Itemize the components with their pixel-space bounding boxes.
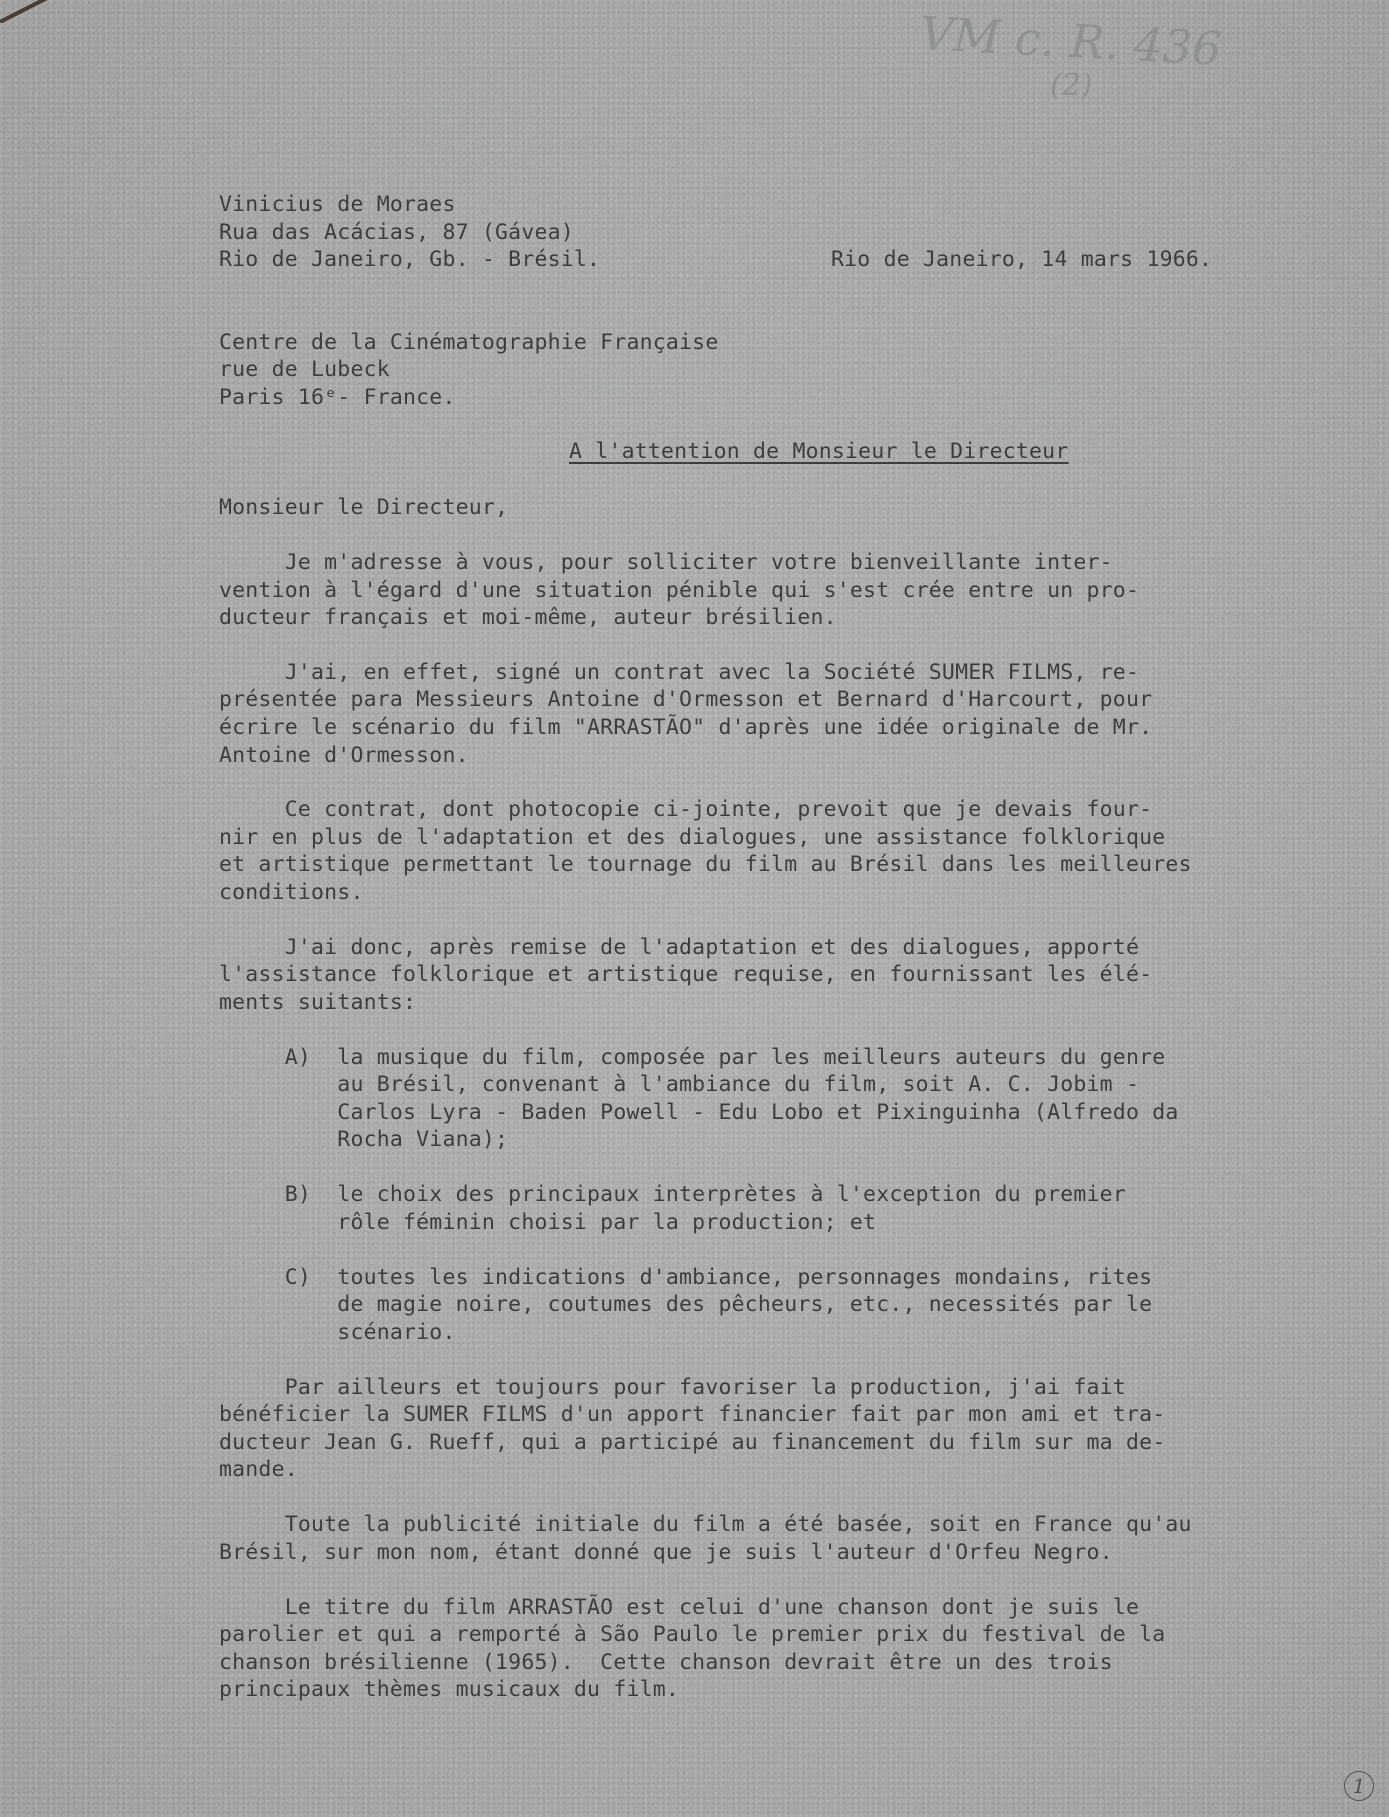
recipient-line: Paris 16ᵉ- France.	[219, 385, 456, 410]
body-line: Carlos Lyra - Baden Powell - Edu Lobo et Pixinguinha (Alfredo da	[219, 1100, 1179, 1125]
body-line: chanson brésilienne (1965). Cette chanson devrait être un des trois	[219, 1650, 1113, 1675]
body-line: au Brésil, convenant à l'ambiance du film, soit A. C. Jobim -	[219, 1072, 1140, 1097]
body-line: B) le choix des principaux interprètes à l'exception du premier	[219, 1182, 1126, 1207]
body-line: présentée para Messieurs Antoine d'Ormesson et Bernard d'Harcourt, pour	[219, 687, 1153, 712]
recipient-line: rue de Lubeck	[219, 357, 390, 382]
letter-date: Rio de Janeiro, 14 mars 1966.	[831, 247, 1213, 272]
salutation: Monsieur le Directeur,	[219, 495, 509, 520]
body-line: principaux thèmes musicaux du film.	[219, 1677, 680, 1702]
body-line: ducteur français et moi-même, auteur brésilien.	[219, 605, 837, 630]
body-line: de magie noire, coutumes des pêcheurs, etc., necessités par le	[219, 1292, 1153, 1317]
recipient-line: Centre de la Cinématographie Française	[219, 330, 719, 355]
body-line: vention à l'égard d'une situation pénible qui s'est crée entre un pro-	[219, 578, 1140, 603]
body-line: ments suitants:	[219, 990, 417, 1015]
body-line: Toute la publicité initiale du film a été basée, soit en France qu'au	[219, 1512, 1192, 1537]
body-line: J'ai, en effet, signé un contrat avec la Société SUMER FILMS, re-	[219, 660, 1140, 685]
sender-line: Vinicius de Moraes	[219, 192, 456, 217]
body-line: écrire le scénario du film "ARRASTÃO" d'après une idée originale de Mr.	[219, 715, 1153, 740]
page-number: 1	[1344, 1771, 1374, 1801]
body-line: Ce contrat, dont photocopie ci-jointe, prevoit que je devais four-	[219, 797, 1153, 822]
attention-line: A l'attention de Monsieur le Directeur	[569, 439, 1069, 464]
body-line: ducteur Jean G. Rueff, qui a participé au financement du film sur ma de-	[219, 1430, 1166, 1455]
body-line: nir en plus de l'adaptation et des dialogues, une assistance folklorique	[219, 825, 1166, 850]
body-line: rôle féminin choisi par la production; et	[219, 1210, 877, 1235]
ink-mark	[0, 0, 63, 24]
body-line: Le titre du film ARRASTÃO est celui d'une chanson dont je suis le	[219, 1595, 1140, 1620]
body-line: Antoine d'Ormesson.	[219, 743, 469, 768]
body-line: conditions.	[219, 880, 364, 905]
archive-reference: VM c. R. 436	[918, 6, 1223, 76]
body-line: A) la musique du film, composée par les meilleurs auteurs du genre	[219, 1045, 1166, 1070]
body-line: Brésil, sur mon nom, étant donné que je suis l'auteur d'Orfeu Negro.	[219, 1540, 1113, 1565]
body-line: mande.	[219, 1457, 298, 1482]
archive-reference-sub: (2)	[1050, 68, 1093, 103]
sender-line: Rio de Janeiro, Gb. - Brésil.	[219, 247, 601, 272]
sender-line: Rua das Acácias, 87 (Gávea)	[219, 220, 574, 245]
body-line: C) toutes les indications d'ambiance, personnages mondains, rites	[219, 1265, 1153, 1290]
body-line: bénéficier la SUMER FILMS d'un apport financier fait par mon ami et tra-	[219, 1402, 1166, 1427]
body-line: Par ailleurs et toujours pour favoriser la production, j'ai fait	[219, 1375, 1126, 1400]
body-line: J'ai donc, après remise de l'adaptation et des dialogues, apporté	[219, 935, 1140, 960]
body-line: et artistique permettant le tournage du film au Brésil dans les meilleures	[219, 852, 1192, 877]
body-line: Je m'adresse à vous, pour solliciter votre bienveillante inter-	[219, 550, 1113, 575]
body-line: l'assistance folklorique et artistique requise, en fournissant les élé-	[219, 962, 1153, 987]
body-line: Rocha Viana);	[219, 1127, 509, 1152]
body-line: scénario.	[219, 1320, 456, 1345]
body-line: parolier et qui a remporté à São Paulo le premier prix du festival de la	[219, 1622, 1166, 1647]
